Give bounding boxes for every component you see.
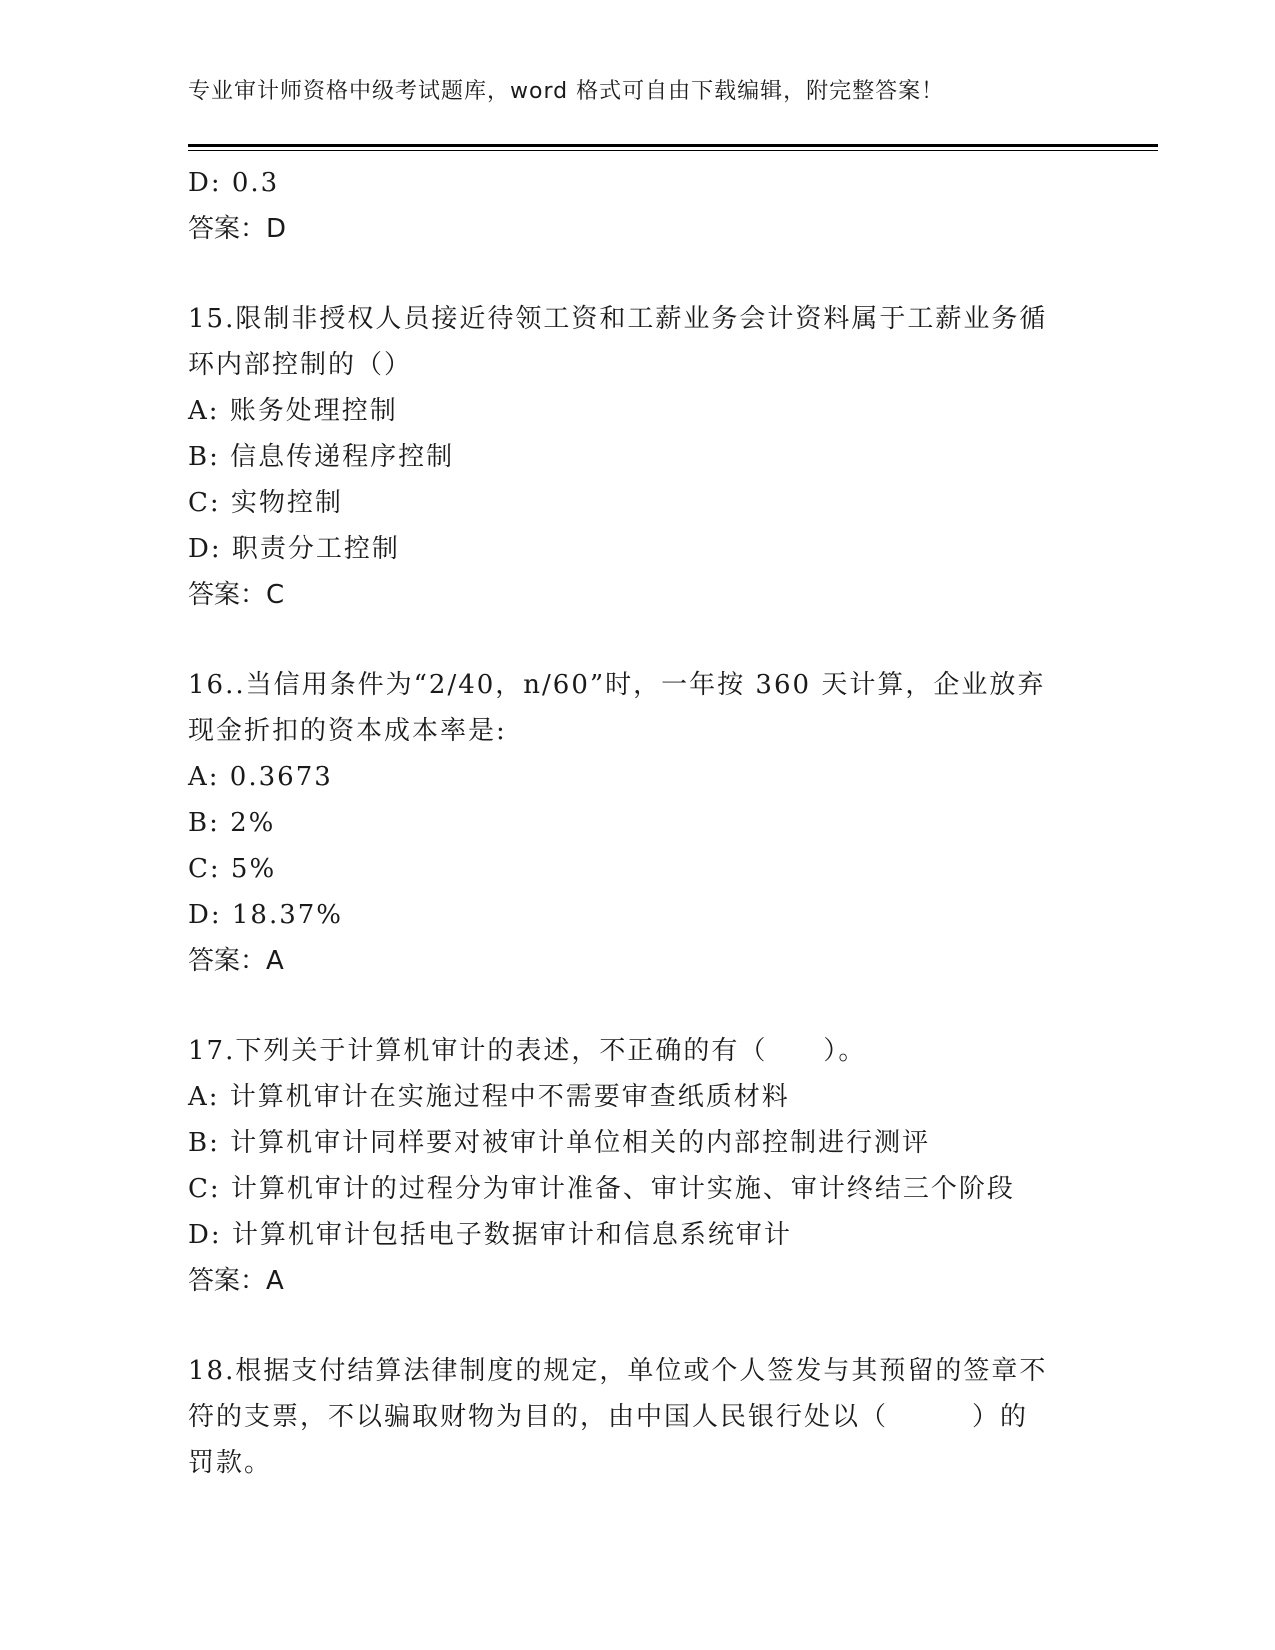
q18-stem-line1: 18.根据支付结算法律制度的规定，单位或个人签发与其预留的签章不 xyxy=(188,1356,1048,1386)
q17-option-c: C: 计算机审计的过程分为审计准备、审计实施、审计终结三个阶段 xyxy=(188,1174,1015,1204)
page-header: 专业审计师资格中级考试题库，word 格式可自由下载编辑，附完整答案！ xyxy=(188,79,945,104)
q17-answer: 答案：A xyxy=(188,1266,284,1296)
q15-option-a: A: 账务处理控制 xyxy=(188,396,398,426)
q16-option-d: D: 18.37% xyxy=(188,900,344,930)
document-body xyxy=(188,160,1088,1486)
header-rule-thin xyxy=(188,150,1158,151)
q18-stem-line3: 罚款。 xyxy=(188,1448,273,1478)
q15-option-d: D: 职责分工控制 xyxy=(188,534,400,564)
q16-stem-line2: 现金折扣的资本成本率是: xyxy=(188,716,507,746)
q15-stem-line1: 15.限制非授权人员接近待领工资和工薪业务会计资料属于工薪业务循 xyxy=(188,304,1048,334)
q16-option-c: C: 5% xyxy=(188,854,277,884)
q17-option-a: A: 计算机审计在实施过程中不需要审查纸质材料 xyxy=(188,1082,790,1112)
q16-stem-line1: 16..当信用条件为“2/40，n/60”时，一年按 360 天计算，企业放弃 xyxy=(188,670,1046,700)
header-rule-thick xyxy=(188,144,1158,147)
q15-stem-line2: 环内部控制的（） xyxy=(188,350,413,380)
prev-answer: 答案：D xyxy=(188,214,287,244)
q16-answer: 答案：A xyxy=(188,946,284,976)
q17-option-b: B: 计算机审计同样要对被审计单位相关的内部控制进行测评 xyxy=(188,1128,931,1158)
q17-option-d: D: 计算机审计包括电子数据审计和信息系统审计 xyxy=(188,1220,792,1250)
q15-option-c: C: 实物控制 xyxy=(188,488,343,518)
q15-answer: 答案：C xyxy=(188,580,285,610)
q18-stem-line2: 符的支票，不以骗取财物为目的，由中国人民银行处以（ ）的 xyxy=(188,1402,1029,1432)
q15-option-b: B: 信息传递程序控制 xyxy=(188,442,455,472)
q17-stem-line1: 17.下列关于计算机审计的表述，不正确的有（ ）。 xyxy=(188,1036,867,1066)
q16-option-a: A: 0.3673 xyxy=(188,762,333,792)
prev-option-d: D: 0.3 xyxy=(188,168,280,198)
q16-option-b: B: 2% xyxy=(188,808,276,838)
